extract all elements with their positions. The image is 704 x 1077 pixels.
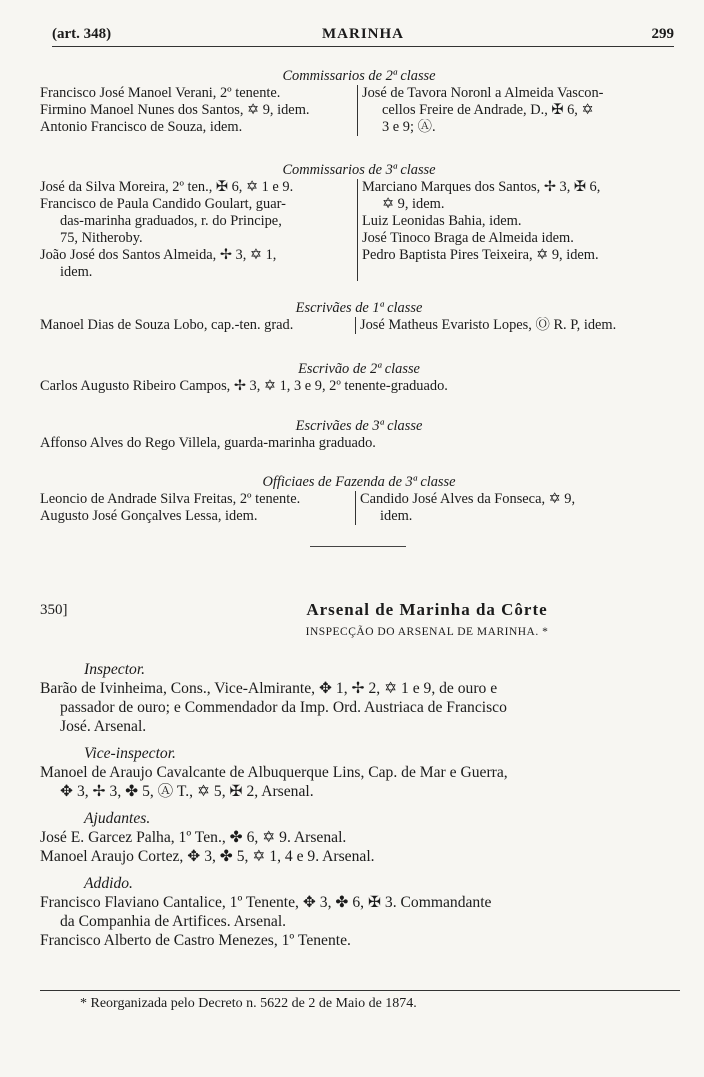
entry-line: Barão de Ivinheima, Cons., Vice-Almirante, ✥ 1, ✢ 2, ✡ 1 e 9, de ouro e <box>40 680 498 697</box>
entry-line: Manoel Dias de Souza Lobo, cap.-ten. grad. <box>40 317 294 333</box>
section-title: Officiaes de Fazenda de 3ª classe <box>262 474 456 490</box>
entry-line: idem. <box>60 264 93 280</box>
entry-line: cellos Freire de Andrade, D., ✠ 6, ✡ <box>382 102 594 118</box>
section-divider <box>310 546 406 547</box>
entry-line: Francisco José Manoel Verani, 2º tenente. <box>40 85 281 101</box>
role-heading: Ajudantes. <box>84 810 151 827</box>
article-number: 350] <box>40 602 68 618</box>
role-heading: Addido. <box>84 875 133 892</box>
header-title: MARINHA <box>322 26 404 42</box>
entry-line: José Tinoco Braga de Almeida idem. <box>362 230 574 246</box>
entry-line: Candido José Alves da Fonseca, ✡ 9, <box>360 491 576 507</box>
entry-line: 3 e 9; Ⓐ. <box>382 119 436 135</box>
entry-line: Francisco Flaviano Cantalice, 1º Tenente, ✥ 3, ✤ 6, ✠ 3. Commandante <box>40 894 492 911</box>
entry-line: ✡ 9, idem. <box>382 196 445 212</box>
entry-line: João José dos Santos Almeida, ✢ 3, ✡ 1, <box>40 247 277 263</box>
entry-line: ✥ 3, ✢ 3, ✤ 5, Ⓐ T., ✡ 5, ✠ 2, Arsenal. <box>60 783 314 800</box>
officiaes-fazenda-section <box>40 474 678 525</box>
escrivaes-3-section <box>40 418 678 452</box>
page-number: 299 <box>651 26 674 42</box>
entry-line: da Companhia de Artifices. Arsenal. <box>60 913 287 930</box>
section-title: Escrivães de 3ª classe <box>295 418 423 434</box>
role-heading: Vice-inspector. <box>84 745 176 762</box>
role-heading: Inspector. <box>84 661 146 678</box>
entry-line: Pedro Baptista Pires Teixeira, ✡ 9, idem. <box>362 247 599 263</box>
entry-line: José Matheus Evaristo Lopes, Ⓞ R. P, idem. <box>360 317 617 333</box>
escrivao-2-section <box>40 361 678 395</box>
entry-line: Firmino Manoel Nunes dos Santos, ✡ 9, idem. <box>40 102 310 118</box>
footnote: * Reorganizada pelo Decreto n. 5622 de 2 de Maio de 1874. <box>80 996 417 1011</box>
entry-line: Marciano Marques dos Santos, ✢ 3, ✠ 6, <box>362 179 601 195</box>
entry-line: Carlos Augusto Ribeiro Campos, ✢ 3, ✡ 1, 3 e 9, 2º tenente-graduado. <box>40 378 448 394</box>
entry-line: das-marinha graduados, r. do Principe, <box>60 213 282 229</box>
article-ref: (art. 348) <box>52 26 112 42</box>
commissarios-3-section <box>40 162 678 281</box>
commissarios-2-section <box>40 68 678 136</box>
running-header <box>52 26 674 46</box>
escrivaes-1-section <box>40 300 678 334</box>
entry-line: Leoncio de Andrade Silva Freitas, 2º tenente. <box>40 491 301 507</box>
entry-line: Francisco de Paula Candido Goulart, guar- <box>40 196 286 212</box>
entry-line: Augusto José Gonçalves Lessa, idem. <box>40 508 258 524</box>
entry-line: Francisco Alberto de Castro Menezes, 1º Tenente. <box>40 932 351 949</box>
header-rule <box>52 46 674 47</box>
entry-line: José. Arsenal. <box>60 718 147 735</box>
entry-line: José de Tavora Noronl a Almeida Vascon- <box>362 85 604 101</box>
entry-line: Antonio Francisco de Souza, idem. <box>40 119 243 135</box>
entry-line: Affonso Alves do Rego Villela, guarda-marinha graduado. <box>40 435 376 451</box>
entry-line: 75, Nitheroby. <box>60 230 143 246</box>
entry-line: idem. <box>380 508 413 524</box>
footnote-rule <box>40 990 680 991</box>
arsenal-staff <box>40 656 678 950</box>
entry-line: Luiz Leonidas Bahia, idem. <box>362 213 522 229</box>
section-title: Escrivães de 1ª classe <box>295 300 423 316</box>
entry-line: Manoel de Araujo Cavalcante de Albuquerque Lins, Cap. de Mar e Guerra, <box>40 764 508 781</box>
arsenal-title: Arsenal de Marinha da Côrte <box>306 600 548 619</box>
section-title: Commissarios de 3ª classe <box>282 162 436 178</box>
entry-line: José da Silva Moreira, 2º ten., ✠ 6, ✡ 1 e 9. <box>40 179 294 195</box>
section-title: Escrivão de 2ª classe <box>298 361 420 377</box>
entry-line: passador de ouro; e Commendador da Imp. Ord. Austriaca de Francisco <box>60 699 507 716</box>
arsenal-subtitle: INSPECÇÃO DO ARSENAL DE MARINHA. * <box>305 626 549 638</box>
entry-line: Manoel Araujo Cortez, ✥ 3, ✤ 5, ✡ 1, 4 e 9. Arsenal. <box>40 848 375 865</box>
section-title: Commissarios de 2ª classe <box>282 68 436 84</box>
entry-line: José E. Garcez Palha, 1º Ten., ✤ 6, ✡ 9. Arsenal. <box>40 829 347 846</box>
